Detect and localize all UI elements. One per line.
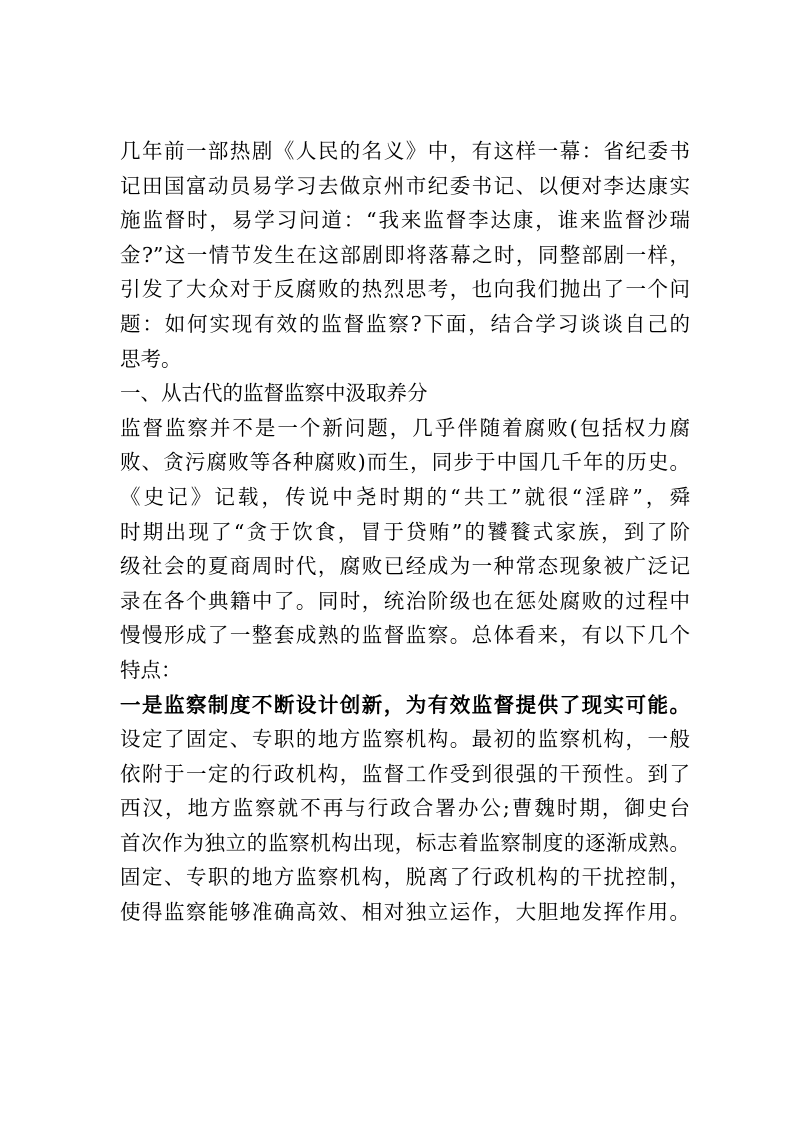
text-line: 金?”这一情节发生在这部剧即将落幕之时，同整部剧一样，: [120, 242, 690, 267]
point-title-text: 一是监察制度不断设计创新，为有效监督提供了现实可能。: [120, 692, 690, 717]
text-line: 依附于一定的行政机构，监督工作受到很强的干预性。到了: [120, 761, 690, 786]
text-line: 慢慢形成了一整套成熟的监督监察。总体看来，有以下几个: [120, 623, 690, 648]
text-line: 施监督时，易学习问道：“我来监督李达康，谁来监督沙瑞: [120, 208, 690, 233]
text-line: 首次作为独立的监察机构出现，标志着监察制度的逐渐成熟。: [120, 830, 690, 855]
point-title: [120, 688, 690, 723]
text-line: 级社会的夏商周时代，腐败已经成为一种常态现象被广泛记: [120, 554, 690, 579]
text-line: 特点：: [120, 657, 182, 682]
text-line: 《史记》记载，传说中尧时期的“共工”就很“淫辟”，舜: [120, 484, 690, 509]
text-line: 题：如何实现有效的监督监察?下面，结合学习谈谈自己的: [120, 311, 690, 336]
text-line: 固定、专职的地方监察机构，脱离了行政机构的干扰控制，: [120, 865, 690, 890]
text-line: 思考。: [120, 346, 182, 371]
text-line: 败、贪污腐败等各种腐败)而生，同步于中国几千年的历史。: [120, 450, 690, 475]
text-line: 西汉，地方监察就不再与行政合署办公;曹魏时期，御史台: [120, 796, 690, 821]
paragraph-history: [120, 411, 690, 688]
text-line: 记田国富动员易学习去做京州市纪委书记、以便对李达康实: [120, 173, 690, 198]
section-heading-text: 一、从古代的监督监察中汲取养分: [120, 381, 428, 406]
paragraph-point-body: [120, 722, 690, 930]
text-line: 录在各个典籍中了。同时，统治阶级也在惩处腐败的过程中: [120, 588, 690, 613]
document-body: [120, 134, 690, 930]
text-line: 引发了大众对于反腐败的热烈思考，也向我们抛出了一个问: [120, 277, 690, 302]
text-line: 使得监察能够准确高效、相对独立运作，大胆地发挥作用。: [120, 900, 690, 925]
text-line: 监督监察并不是一个新问题，几乎伴随着腐败(包括权力腐: [120, 415, 690, 440]
text-line: 时期出现了“贪于饮食，冒于贷贿”的饕餮式家族，到了阶: [120, 519, 690, 544]
paragraph-intro: [120, 134, 690, 376]
section-heading: [120, 376, 690, 411]
text-line: 设定了固定、专职的地方监察机构。最初的监察机构，一般: [120, 727, 690, 752]
text-line: 几年前一部热剧《人民的名义》中，有这样一幕：省纪委书: [120, 139, 690, 163]
